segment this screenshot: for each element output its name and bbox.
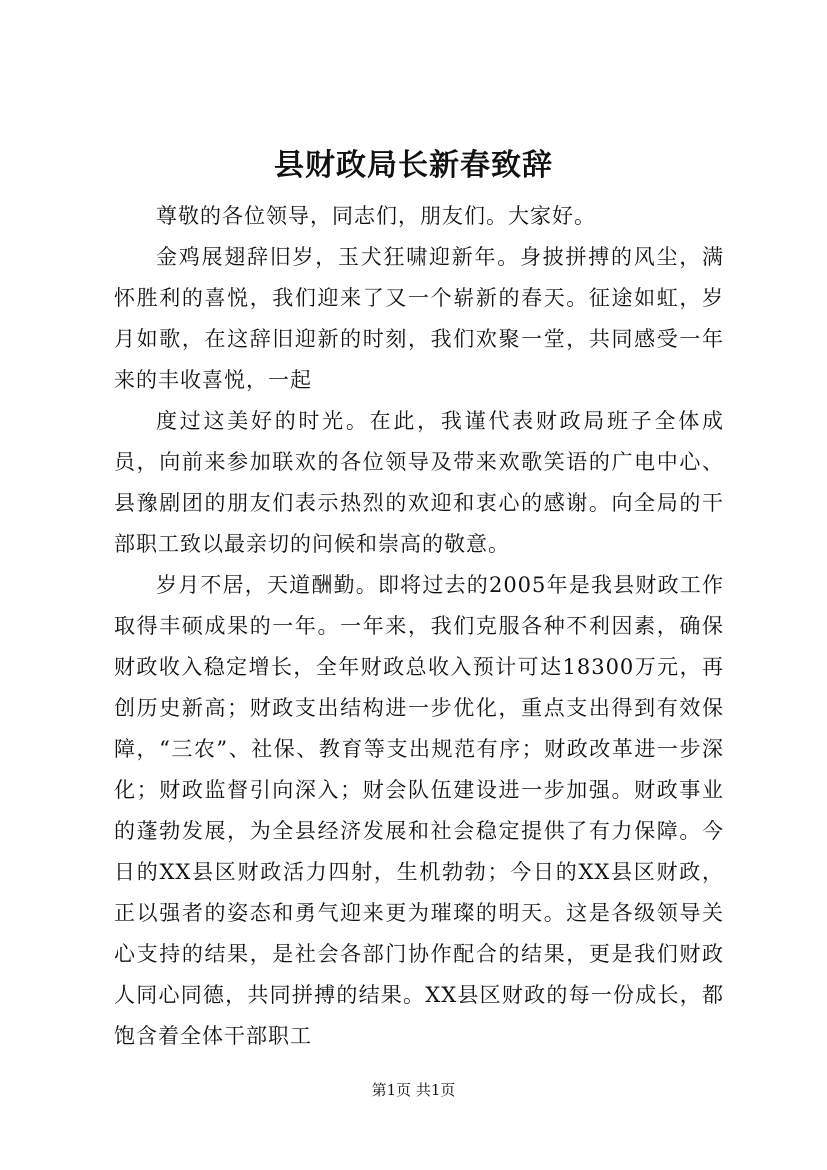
paragraph-new-year: 金鸡展翅辞旧岁，玉犬狂啸迎新年。身披拼搏的风尘，满怀胜利的喜悦，我们迎来了又一个崭新的春天。征途如虹，岁月如歌，在这辞旧迎新的时刻，我们欢聚一堂，共同感受一年来的丰收喜悦，一起 <box>114 245 724 392</box>
document-title: 县财政局长新春致辞 <box>274 148 553 183</box>
page-number-footer: 第1页 共1页 <box>371 1081 456 1099</box>
paragraph-greeting: 尊敬的各位领导，同志们，朋友们。大家好。 <box>156 204 596 228</box>
document-body <box>114 196 724 1057</box>
paragraph-thanks: 度过这美好的时光。在此，我谨代表财政局班子全体成员，向前来参加联欢的各位领导及带来欢歌笑语的广电中心、县豫剧团的朋友们表示热烈的欢迎和衷心的感谢。向全局的干部职工致以最亲切的问候和崇高的敬意。 <box>114 409 724 556</box>
paragraph-achievements: 岁月不居，天道酬勤。即将过去的2005年是我县财政工作取得丰硕成果的一年。一年来，我们克服各种不利因素，确保财政收入稳定增长，全年财政总收入预计可达18300万元，再创历史新高；财政支出结构进一步优化，重点支出得到有效保障，“三农”、社保、教育等支出规范有序；财政改革进一步深化；财政监督引向深入；财会队伍建设进一步加强。财政事业的蓬勃发展，为全县经济发展和社会稳定提供了有力保障。今日的XX县区财政活力四射，生机勃勃；今日的XX县区财政，正以强者的姿态和勇气迎来更为璀璨的明天。这是各级领导关心支持的结果，是社会各部门协作配合的结果，更是我们财政人同心同德，共同拼搏的结果。XX县区财政的每一份成长，都饱含着全体干部职工 <box>114 573 724 1048</box>
